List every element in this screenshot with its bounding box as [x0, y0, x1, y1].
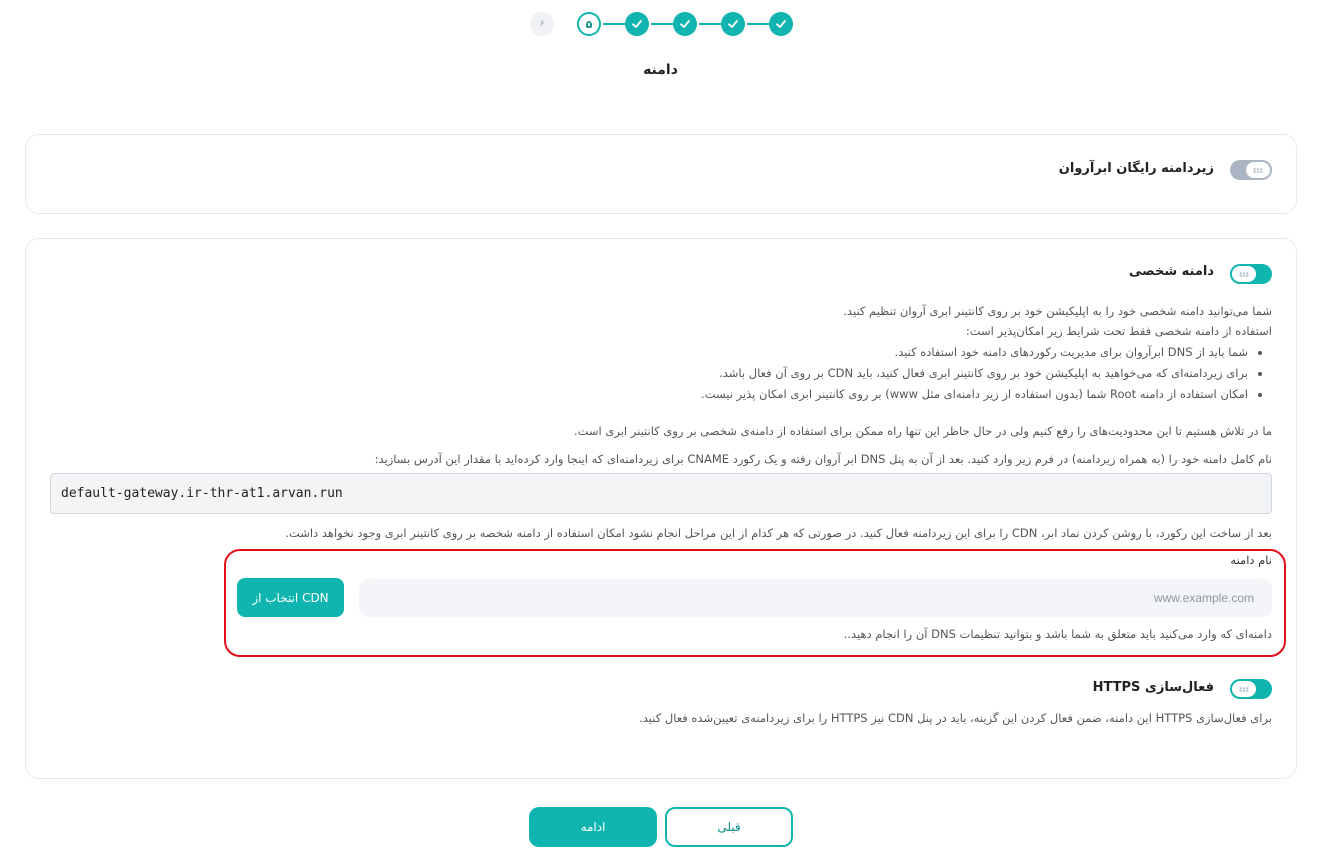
custom-domain-toggle[interactable]: [1230, 264, 1272, 284]
step-5-label: ۵: [585, 17, 593, 31]
step-3: [673, 12, 697, 36]
step-connector: [603, 23, 625, 25]
check-icon: [631, 18, 643, 30]
conditions-heading: استفاده از دامنه شخصی فقط تحت شرایط زیر امکان‌پذیر است:: [965, 324, 1272, 338]
free-subdomain-card: [25, 134, 1297, 214]
step-connector: [699, 23, 721, 25]
list-item: • امکان استفاده از دامنه Root شما (بدون استفاده از زیر دامنه‌ای مثل www) بر روی کانتینر ابری امکان پذیر نیست.: [701, 384, 1248, 405]
progress-stepper: [528, 10, 796, 38]
check-icon: [679, 18, 691, 30]
cname-instruction: نام کامل دامنه خود را (به همراه زیردامنه) در فرم زیر وارد کنید. بعد از آن به پنل DNS ابر آروان رفته و یک رکورد CNAME برای زیردامنه‌ای که اینجا وارد کرده‌اید با مقدار این آدرس بسازید:: [374, 452, 1272, 466]
custom-domain-intro: شما می‌توانید دامنه شخصی خود را به اپلیکیشن خود بر روی کانتینر ابری آروان تنظیم کنید.: [843, 304, 1272, 318]
free-subdomain-title: زیردامنه رایگان ابرآروان: [1058, 161, 1214, 176]
custom-domain-card: [25, 238, 1297, 779]
custom-domain-title: دامنه شخصی: [1128, 264, 1214, 279]
step-connector: [747, 23, 769, 25]
https-toggle[interactable]: [1230, 679, 1272, 699]
page-title: دامنه: [643, 62, 678, 78]
domain-field-label: نام دامنه: [1230, 553, 1272, 567]
step-2: [721, 12, 745, 36]
toggle-knob: [1246, 162, 1270, 178]
toggle-knob: [1232, 266, 1256, 282]
step-1: [769, 12, 793, 36]
step-6: [530, 12, 554, 36]
limitation-note: ما در تلاش هستیم تا این محدودیت‌های را رفع کنیم ولی در حال حاظر این تنها راه ممکن برای استفاده از دامنه‌ی شخصی بر روی کانتینر ابری است.: [573, 424, 1272, 438]
continue-button[interactable]: ادامه: [529, 807, 657, 847]
previous-button[interactable]: قبلی: [665, 807, 793, 847]
cname-target-box[interactable]: [50, 473, 1272, 514]
check-icon: [775, 18, 787, 30]
domain-field-help: دامنه‌ای که وارد می‌کنید باید متعلق به شما باشد و بتوانید تنظیمات DNS آن را انجام دهید..: [843, 627, 1272, 641]
step-5: [577, 12, 601, 36]
domain-input[interactable]: [359, 579, 1272, 617]
cname-target-value: default-gateway.ir-thr-at1.arvan.run: [61, 486, 343, 501]
free-subdomain-toggle[interactable]: [1230, 160, 1272, 180]
toggle-knob: [1232, 681, 1256, 697]
step-6-label: ۶: [539, 19, 545, 29]
step-4: [625, 12, 649, 36]
https-description: برای فعال‌سازی HTTPS این دامنه، ضمن فعال کردن این گزینه، باید در پنل CDN نیز HTTPS را برای زیردامنه‌ی تعیین‌شده فعال کنید.: [639, 711, 1272, 725]
select-from-cdn-button[interactable]: انتخاب از CDN: [237, 578, 344, 617]
after-record-note: بعد از ساخت این رکورد، با روشن کردن نماد ابر، CDN را برای این زیردامنه فعال کنید. در صورتی که هر کدام از این مراحل انجام نشود امکان استفاده از دامنه شخصه بر روی کانتینر ابری وجود نخواهد داشت.: [285, 526, 1272, 540]
step-connector: [651, 23, 673, 25]
check-icon: [727, 18, 739, 30]
list-item: • برای زیردامنه‌ای که می‌خواهید به اپلیکیشن خود بر روی کانتینر ابری فعال کنید، باید CDN بر روی آن فعال باشد.: [701, 363, 1248, 384]
list-item: • شما باید از DNS ابرآروان برای مدیریت رکوردهای دامنه خود استفاده کنید.: [701, 342, 1248, 363]
https-title: فعال‌سازی HTTPS: [1092, 680, 1214, 695]
conditions-list: [701, 342, 1248, 405]
